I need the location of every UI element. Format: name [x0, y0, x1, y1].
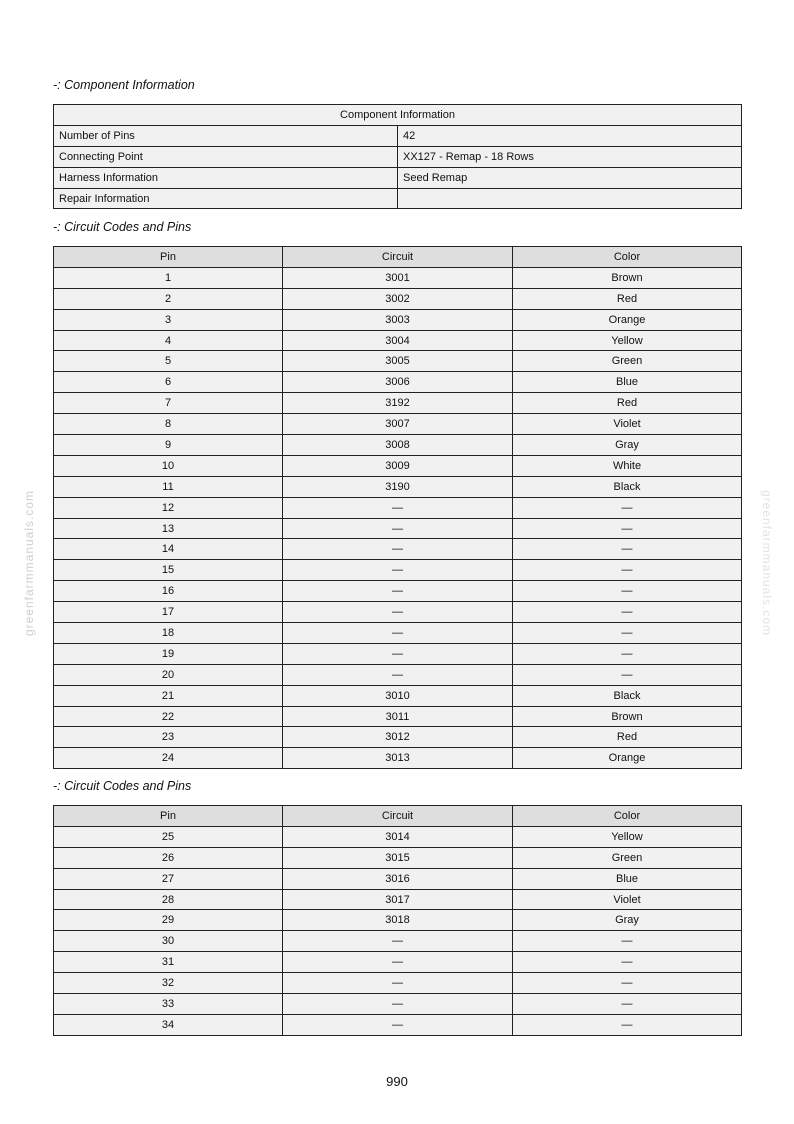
pin-cell: 7 — [54, 393, 283, 414]
table-row — [54, 931, 742, 952]
pin-cell: 17 — [54, 602, 283, 623]
pin-cell: 27 — [54, 868, 283, 889]
circuit-cell: 3006 — [283, 372, 513, 393]
circuit-cell: — — [283, 643, 513, 664]
circuit-cell: 3004 — [283, 330, 513, 351]
color-cell: Violet — [513, 889, 742, 910]
table-row — [54, 1014, 742, 1035]
pin-cell: 31 — [54, 952, 283, 973]
table-row — [54, 414, 742, 435]
pin-cell: 30 — [54, 931, 283, 952]
circuit-cell: — — [283, 560, 513, 581]
color-cell: Brown — [513, 267, 742, 288]
info-value: Seed Remap — [398, 167, 742, 188]
info-label: Harness Information — [54, 167, 398, 188]
table-row — [54, 748, 742, 769]
circuit-cell: 3012 — [283, 727, 513, 748]
pin-cell: 25 — [54, 826, 283, 847]
pin-cell: 3 — [54, 309, 283, 330]
pin-cell: 19 — [54, 643, 283, 664]
circuit-cell: 3016 — [283, 868, 513, 889]
color-cell: Red — [513, 393, 742, 414]
circuit-cell: 3002 — [283, 288, 513, 309]
table-row — [54, 497, 742, 518]
color-cell: — — [513, 497, 742, 518]
pin-cell: 2 — [54, 288, 283, 309]
table-row — [54, 706, 742, 727]
pin-cell: 20 — [54, 664, 283, 685]
column-header-color: Color — [513, 247, 742, 268]
color-cell: — — [513, 602, 742, 623]
color-cell: — — [513, 539, 742, 560]
circuit-cell: 3005 — [283, 351, 513, 372]
circuit-cell: — — [283, 973, 513, 994]
circuit-cell: — — [283, 539, 513, 560]
component-info-row — [54, 167, 742, 188]
circuit-cell: — — [283, 497, 513, 518]
circuit-codes-table — [53, 246, 742, 769]
table-header-row — [54, 806, 742, 827]
color-cell: — — [513, 560, 742, 581]
color-cell: Orange — [513, 748, 742, 769]
circuit-cell: — — [283, 952, 513, 973]
circuit-codes-heading: -: Circuit Codes and Pins — [53, 220, 192, 234]
color-cell: — — [513, 994, 742, 1015]
watermark-left: greenfarmmanuals.com — [22, 489, 36, 637]
circuit-cell: 3011 — [283, 706, 513, 727]
color-cell: — — [513, 623, 742, 644]
color-cell: Red — [513, 727, 742, 748]
pin-cell: 4 — [54, 330, 283, 351]
table-row — [54, 623, 742, 644]
circuit-codes-heading: -: Circuit Codes and Pins — [53, 779, 192, 793]
table-row — [54, 889, 742, 910]
component-info-title-row — [54, 105, 742, 126]
pin-cell: 21 — [54, 685, 283, 706]
component-info-row — [54, 188, 742, 209]
pin-cell: 32 — [54, 973, 283, 994]
color-cell: — — [513, 973, 742, 994]
color-cell: Green — [513, 351, 742, 372]
color-cell: Black — [513, 685, 742, 706]
table-row — [54, 727, 742, 748]
component-info-table — [53, 104, 742, 209]
circuit-cell: 3010 — [283, 685, 513, 706]
table-header-row — [54, 247, 742, 268]
circuit-cell: — — [283, 1014, 513, 1035]
pin-cell: 14 — [54, 539, 283, 560]
circuit-cell: 3001 — [283, 267, 513, 288]
pin-cell: 13 — [54, 518, 283, 539]
column-header-circuit: Circuit — [283, 247, 513, 268]
color-cell: — — [513, 664, 742, 685]
table-row — [54, 309, 742, 330]
info-label: Number of Pins — [54, 125, 398, 146]
pin-cell: 11 — [54, 476, 283, 497]
pin-cell: 26 — [54, 847, 283, 868]
pin-cell: 28 — [54, 889, 283, 910]
color-cell: — — [513, 518, 742, 539]
component-info-heading: -: Component Information — [53, 78, 195, 92]
circuit-cell: 3190 — [283, 476, 513, 497]
table-row — [54, 868, 742, 889]
info-value: XX127 - Remap - 18 Rows — [398, 146, 742, 167]
color-cell: Brown — [513, 706, 742, 727]
page-number: 990 — [386, 1074, 408, 1089]
circuit-cell: 3014 — [283, 826, 513, 847]
pin-cell: 33 — [54, 994, 283, 1015]
table-row — [54, 685, 742, 706]
circuit-cell: — — [283, 518, 513, 539]
color-cell: Yellow — [513, 330, 742, 351]
table-row — [54, 330, 742, 351]
pin-cell: 15 — [54, 560, 283, 581]
circuit-cell: 3008 — [283, 435, 513, 456]
table-row — [54, 581, 742, 602]
pin-cell: 5 — [54, 351, 283, 372]
pin-cell: 10 — [54, 455, 283, 476]
color-cell: White — [513, 455, 742, 476]
table-row — [54, 455, 742, 476]
column-header-circuit: Circuit — [283, 806, 513, 827]
component-info-title: Component Information — [54, 105, 742, 126]
circuit-cell: 3017 — [283, 889, 513, 910]
table-row — [54, 372, 742, 393]
table-row — [54, 539, 742, 560]
table-row — [54, 952, 742, 973]
component-info-row — [54, 125, 742, 146]
column-header-pin: Pin — [54, 806, 283, 827]
table-row — [54, 393, 742, 414]
circuit-cell: 3015 — [283, 847, 513, 868]
circuit-cell: — — [283, 581, 513, 602]
color-cell: — — [513, 643, 742, 664]
pin-cell: 12 — [54, 497, 283, 518]
color-cell: Orange — [513, 309, 742, 330]
pin-cell: 8 — [54, 414, 283, 435]
circuit-cell: — — [283, 664, 513, 685]
color-cell: — — [513, 1014, 742, 1035]
color-cell: Blue — [513, 372, 742, 393]
table-row — [54, 602, 742, 623]
table-row — [54, 826, 742, 847]
color-cell: Green — [513, 847, 742, 868]
color-cell: Gray — [513, 910, 742, 931]
table-row — [54, 973, 742, 994]
pin-cell: 29 — [54, 910, 283, 931]
table-row — [54, 847, 742, 868]
circuit-cell: — — [283, 623, 513, 644]
color-cell: Red — [513, 288, 742, 309]
table-row — [54, 910, 742, 931]
color-cell: Gray — [513, 435, 742, 456]
pin-cell: 18 — [54, 623, 283, 644]
color-cell: Blue — [513, 868, 742, 889]
circuit-cell: — — [283, 931, 513, 952]
circuit-cell: 3007 — [283, 414, 513, 435]
info-value: 42 — [398, 125, 742, 146]
circuit-cell: 3003 — [283, 309, 513, 330]
color-cell: Black — [513, 476, 742, 497]
info-label: Repair Information — [54, 188, 398, 209]
color-cell: — — [513, 581, 742, 602]
table-row — [54, 267, 742, 288]
color-cell: Violet — [513, 414, 742, 435]
pin-cell: 34 — [54, 1014, 283, 1035]
table-row — [54, 288, 742, 309]
table-row — [54, 560, 742, 581]
pin-cell: 6 — [54, 372, 283, 393]
circuit-codes-table — [53, 805, 742, 1036]
pin-cell: 23 — [54, 727, 283, 748]
circuit-cell: 3018 — [283, 910, 513, 931]
circuit-cell: — — [283, 602, 513, 623]
color-cell: — — [513, 952, 742, 973]
component-info-row — [54, 146, 742, 167]
info-label: Connecting Point — [54, 146, 398, 167]
pin-cell: 24 — [54, 748, 283, 769]
table-row — [54, 994, 742, 1015]
table-row — [54, 664, 742, 685]
pin-cell: 1 — [54, 267, 283, 288]
circuit-cell: — — [283, 994, 513, 1015]
column-header-pin: Pin — [54, 247, 283, 268]
pin-cell: 22 — [54, 706, 283, 727]
table-row — [54, 518, 742, 539]
circuit-cell: 3013 — [283, 748, 513, 769]
watermark-right: greenfarmmanuals.com — [760, 489, 774, 637]
color-cell: — — [513, 931, 742, 952]
circuit-cell: 3192 — [283, 393, 513, 414]
info-value — [398, 188, 742, 209]
table-row — [54, 643, 742, 664]
table-row — [54, 351, 742, 372]
color-cell: Yellow — [513, 826, 742, 847]
table-row — [54, 476, 742, 497]
circuit-cell: 3009 — [283, 455, 513, 476]
column-header-color: Color — [513, 806, 742, 827]
table-row — [54, 435, 742, 456]
pin-cell: 16 — [54, 581, 283, 602]
pin-cell: 9 — [54, 435, 283, 456]
